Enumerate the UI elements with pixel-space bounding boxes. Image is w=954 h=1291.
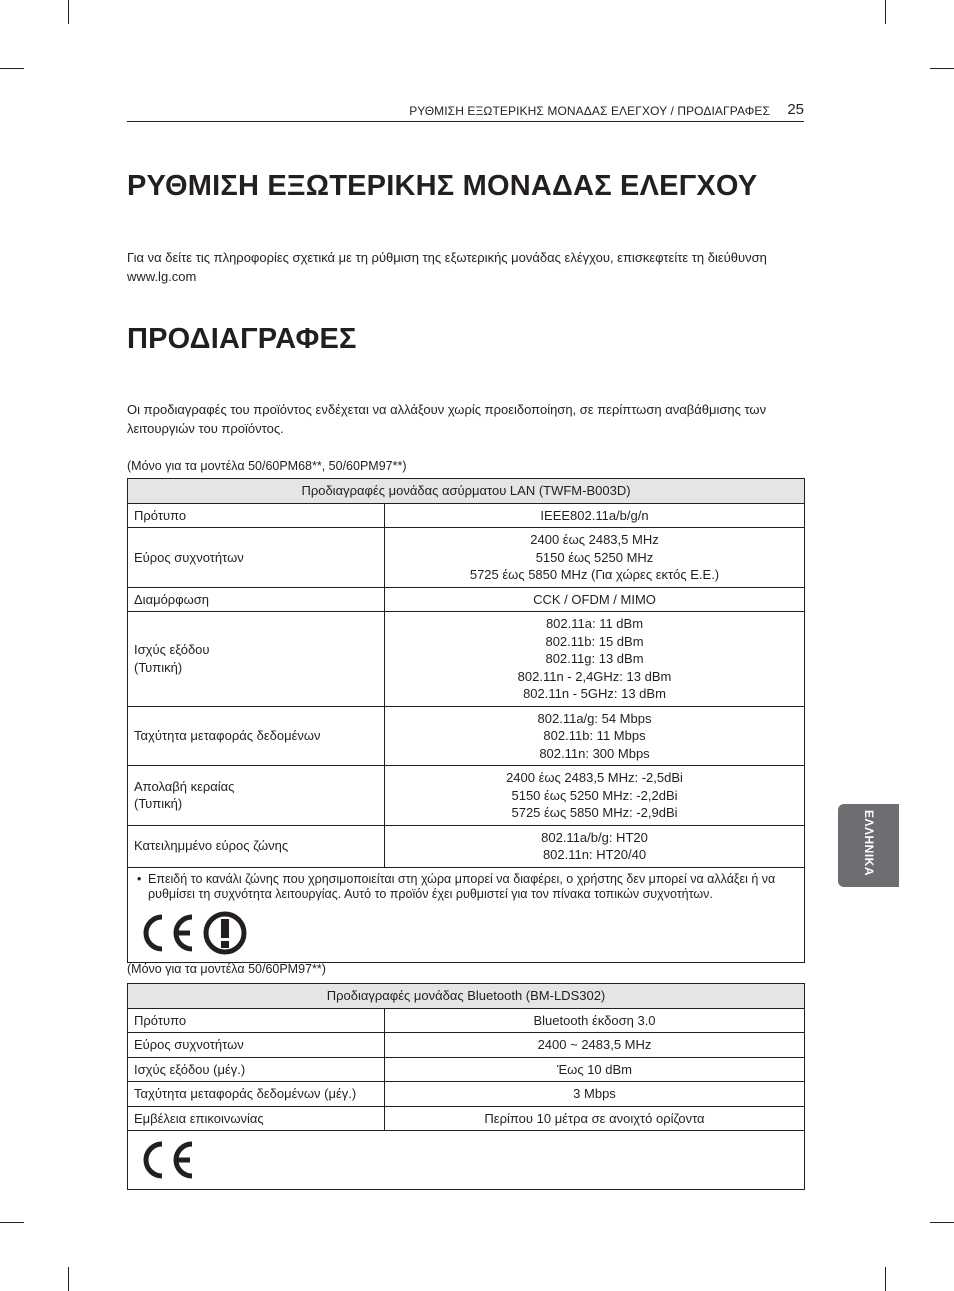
table-row bbox=[128, 1082, 805, 1107]
table-row bbox=[128, 587, 805, 612]
spec-value: 802.11a/b/g: HT20 bbox=[541, 829, 648, 845]
spec-label-cell bbox=[128, 1106, 385, 1131]
crop-mark bbox=[0, 1222, 24, 1223]
wlan-marks bbox=[134, 910, 798, 956]
wlan-spec-table bbox=[127, 478, 805, 963]
running-header-title: ΡΥΘΜΙΣΗ ΕΞΩΤΕΡΙΚΗΣ ΜΟΝΑΔΑΣ ΕΛΕΓΧΟΥ / ΠΡΟΔΙΑΓΡΑΦΕΣ bbox=[409, 104, 770, 118]
spec-label-cell bbox=[128, 766, 385, 826]
spec-value: IEEE802.11a/b/g/n bbox=[540, 507, 649, 523]
spec-value-cell bbox=[385, 587, 805, 612]
spec-label: (Τυπική) bbox=[134, 659, 183, 675]
bluetooth-spec-table bbox=[127, 983, 805, 1190]
spec-value: 5725 έως 5850 MHz: -2,9dBi bbox=[511, 805, 678, 820]
ce-mark-icon bbox=[134, 1138, 198, 1182]
wlan-model-note: (Μόνο για τα μοντέλα 50/60PM68**, 50/60PM97**) bbox=[127, 459, 407, 473]
table-row bbox=[128, 766, 805, 826]
spec-value: 802.11a: 11 dBm bbox=[545, 616, 644, 631]
language-side-tab-label: ΕΛΛΗΝΙΚΑ bbox=[862, 810, 876, 877]
spec-label-cell bbox=[128, 1033, 385, 1058]
table-row bbox=[128, 1008, 805, 1033]
spec-label: Ταχύτητα μεταφοράς δεδομένων (μέγ.) bbox=[134, 1086, 357, 1101]
wlan-footnote bbox=[134, 872, 798, 902]
spec-value: 2400 έως 2483,5 MHz bbox=[530, 532, 659, 547]
remote-setup-paragraph: Για να δείτε τις πληροφορίες σχετικά με τη ρύθμιση της εξωτερικής μονάδας ελέγχου, επισκεφτείτε τη διεύθυνση www.lg.com bbox=[127, 250, 767, 284]
alert-mark-icon bbox=[202, 910, 248, 956]
spec-value-cell bbox=[385, 1008, 805, 1033]
wlan-footnote-cell bbox=[128, 867, 805, 962]
spec-label: Εύρος συχνοτήτων bbox=[134, 1037, 244, 1052]
table-row bbox=[128, 528, 805, 588]
crop-mark bbox=[885, 1267, 886, 1291]
spec-value-cell bbox=[385, 1033, 805, 1058]
table-row bbox=[128, 1033, 805, 1058]
spec-value: Περίπου 10 μέτρα σε ανοιχτό ορίζοντα bbox=[484, 1110, 705, 1126]
spec-value: 802.11a/g: 54 Mbps bbox=[537, 710, 652, 726]
spec-value: 5725 έως 5850 MHz (Για χώρες εκτός Ε.Ε.) bbox=[469, 567, 720, 582]
spec-value: Bluetooth έκδοση 3.0 bbox=[533, 1012, 656, 1028]
bluetooth-marks-cell bbox=[128, 1131, 805, 1190]
crop-mark bbox=[68, 1267, 69, 1291]
wlan-table-body bbox=[128, 503, 805, 867]
spec-label: Διαμόρφωση bbox=[134, 591, 210, 607]
spec-label: Κατειλημμένο εύρος ζώνης bbox=[134, 838, 289, 854]
spec-value-cell bbox=[385, 528, 805, 588]
spec-value-cell bbox=[385, 1106, 805, 1131]
spec-label-cell bbox=[128, 587, 385, 612]
specifications-paragraph: Οι προδιαγραφές του προϊόντος ενδέχεται να αλλάξουν χωρίς προειδοποίηση, σε περίπτωση αναβάθμισης των λειτουργιών του προϊόντος. bbox=[127, 402, 767, 436]
spec-value-cell bbox=[385, 503, 805, 528]
bluetooth-marks bbox=[134, 1138, 798, 1182]
spec-label: Ταχύτητα μεταφοράς δεδομένων bbox=[134, 728, 321, 743]
spec-value-cell bbox=[385, 706, 805, 766]
spec-value: 5150 έως 5250 MHz: -2,2dBi bbox=[511, 787, 678, 803]
spec-label-cell bbox=[128, 1008, 385, 1033]
spec-label-cell bbox=[128, 528, 385, 588]
spec-label: Πρότυπο bbox=[134, 507, 187, 523]
bluetooth-model-note: (Μόνο για τα μοντέλα 50/60PM97**) bbox=[127, 962, 326, 976]
table-row bbox=[128, 825, 805, 867]
table-row bbox=[128, 503, 805, 528]
spec-label-cell bbox=[128, 706, 385, 766]
spec-value: 802.11n: HT20/40 bbox=[542, 847, 647, 862]
spec-label-cell bbox=[128, 612, 385, 707]
table-row bbox=[128, 612, 805, 707]
spec-label: (Τυπική) bbox=[134, 796, 183, 812]
crop-mark bbox=[930, 1222, 954, 1223]
spec-value-cell bbox=[385, 1082, 805, 1107]
spec-value: 802.11b: 11 Mbps bbox=[543, 728, 646, 743]
table-row bbox=[128, 1057, 805, 1082]
wlan-footnote-text: Επειδή το κανάλι ζώνης που χρησιμοποιείται στη χώρα μπορεί να διαφέρει, ο χρήστης δεν μπορεί να αλλάξει ή να ρυθμίσει τη συχνότητα λειτουργίας. Αυτό το προϊόν έχει ρυθμιστεί για τον πίνακα τοπικών συχνοτήτων. bbox=[148, 871, 776, 901]
spec-value: 802.11n: 300 Mbps bbox=[539, 745, 650, 761]
spec-label: Ισχύς εξόδου bbox=[134, 642, 210, 658]
spec-label: Εμβέλεια επικοινωνίας bbox=[134, 1110, 264, 1126]
spec-value: 802.11b: 15 dBm bbox=[545, 633, 644, 649]
spec-value: CCK / OFDM / MIMO bbox=[533, 591, 656, 607]
spec-label-cell bbox=[128, 825, 385, 867]
spec-value: Έως 10 dBm bbox=[556, 1061, 633, 1077]
ce-mark-icon bbox=[134, 911, 198, 955]
spec-value: 5150 έως 5250 MHz bbox=[535, 549, 654, 565]
spec-label: Ισχύς εξόδου (μέγ.) bbox=[134, 1061, 246, 1077]
spec-label: Απολαβή κεραίας bbox=[134, 778, 235, 794]
crop-mark bbox=[68, 0, 69, 24]
crop-mark bbox=[930, 68, 954, 69]
section-title-specifications: ΠΡΟΔΙΑΓΡΑΦΕΣ bbox=[127, 323, 357, 355]
spec-value: 2400 έως 2483,5 MHz: -2,5dBi bbox=[506, 770, 683, 785]
language-side-tab bbox=[838, 804, 899, 887]
spec-label-cell bbox=[128, 503, 385, 528]
spec-value: 2400 ~ 2483,5 MHz bbox=[537, 1037, 652, 1052]
spec-label: Πρότυπο bbox=[134, 1012, 187, 1028]
crop-mark bbox=[885, 0, 886, 24]
table-row bbox=[128, 1106, 805, 1131]
running-header bbox=[127, 100, 804, 122]
spec-label-cell bbox=[128, 1057, 385, 1082]
bluetooth-table-title: Προδιαγραφές μονάδας Bluetooth (BM-LDS302) bbox=[128, 984, 805, 1009]
bullet-icon: • bbox=[137, 871, 142, 886]
spec-value-cell bbox=[385, 1057, 805, 1082]
table-row bbox=[128, 706, 805, 766]
spec-value-cell bbox=[385, 825, 805, 867]
spec-label: Εύρος συχνοτήτων bbox=[134, 549, 244, 565]
spec-value: 802.11n - 5GHz: 13 dBm bbox=[523, 686, 666, 701]
wlan-table-title: Προδιαγραφές μονάδας ασύρματου LAN (TWFM-B003D) bbox=[128, 479, 805, 504]
spec-value: 802.11n - 2,4GHz: 13 dBm bbox=[517, 668, 672, 684]
crop-mark bbox=[0, 68, 24, 69]
spec-value-cell bbox=[385, 612, 805, 707]
page-number: 25 bbox=[787, 101, 804, 118]
spec-value-cell bbox=[385, 766, 805, 826]
spec-value: 802.11g: 13 dBm bbox=[545, 651, 644, 666]
spec-label-cell bbox=[128, 1082, 385, 1107]
section-title-remote-setup: ΡΥΘΜΙΣΗ ΕΞΩΤΕΡΙΚΗΣ ΜΟΝΑΔΑΣ ΕΛΕΓΧΟΥ bbox=[127, 170, 758, 202]
spec-value: 3 Mbps bbox=[573, 1086, 616, 1101]
bluetooth-table-body bbox=[128, 1008, 805, 1131]
